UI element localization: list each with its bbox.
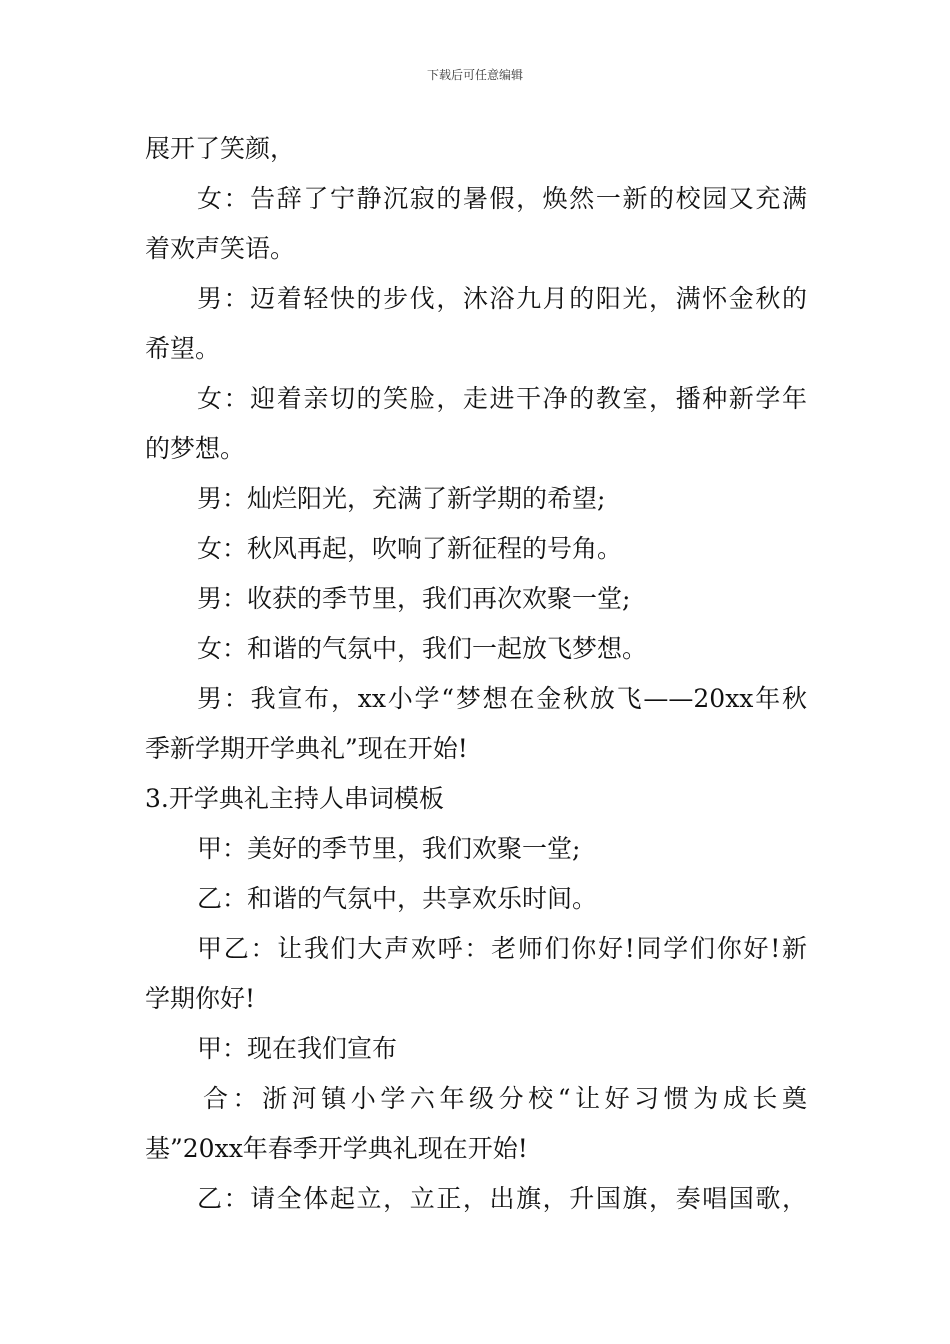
text-line: 希望。 bbox=[145, 334, 221, 363]
text-line: 甲：美好的季节里，我们欢聚一堂; bbox=[197, 834, 581, 863]
text-line: 男：灿烂阳光，充满了新学期的希望; bbox=[197, 484, 606, 513]
text-line: 基”20xx年春季开学典礼现在开始! bbox=[145, 1134, 528, 1163]
text-line: 乙：请全体起立，立正，出旗，升国旗，奏唱国歌， bbox=[197, 1184, 807, 1213]
text-line: 合：浙河镇小学六年级分校“让好习惯为成长奠 bbox=[203, 1084, 807, 1113]
text-line: 男：迈着轻快的步伐，沐浴九月的阳光，满怀金秋的 bbox=[197, 284, 807, 313]
text-line: 季新学期开学典礼”现在开始! bbox=[145, 734, 468, 763]
text-line: 女：告辞了宁静沉寂的暑假，焕然一新的校园又充满 bbox=[197, 184, 807, 213]
text-line: 乙：和谐的气氛中，共享欢乐时间。 bbox=[197, 884, 598, 913]
text-line: 男：我宣布，xx小学“梦想在金秋放飞——20xx年秋 bbox=[197, 684, 807, 713]
text-line: 着欢声笑语。 bbox=[145, 234, 296, 263]
text-line: 甲乙：让我们大声欢呼：老师们你好!同学们你好!新 bbox=[197, 934, 807, 963]
text-line: 女：和谐的气氛中，我们一起放飞梦想。 bbox=[197, 634, 648, 663]
text-line: 女：秋风再起，吹响了新征程的号角。 bbox=[197, 534, 623, 563]
text-line: 的梦想。 bbox=[145, 434, 246, 463]
text-line: 男：收获的季节里，我们再次欢聚一堂; bbox=[197, 584, 631, 613]
text-line: 展开了笑颜， bbox=[145, 134, 296, 163]
text-line: 女：迎着亲切的笑脸，走进干净的教室，播种新学年 bbox=[197, 384, 807, 413]
section-heading: 3.开学典礼主持人串词模板 bbox=[145, 784, 444, 813]
document-body bbox=[145, 124, 807, 1224]
text-line: 甲：现在我们宣布 bbox=[197, 1034, 398, 1063]
text-line: 学期你好! bbox=[145, 984, 256, 1013]
page-header: 下载后可任意编辑 bbox=[426, 68, 523, 82]
